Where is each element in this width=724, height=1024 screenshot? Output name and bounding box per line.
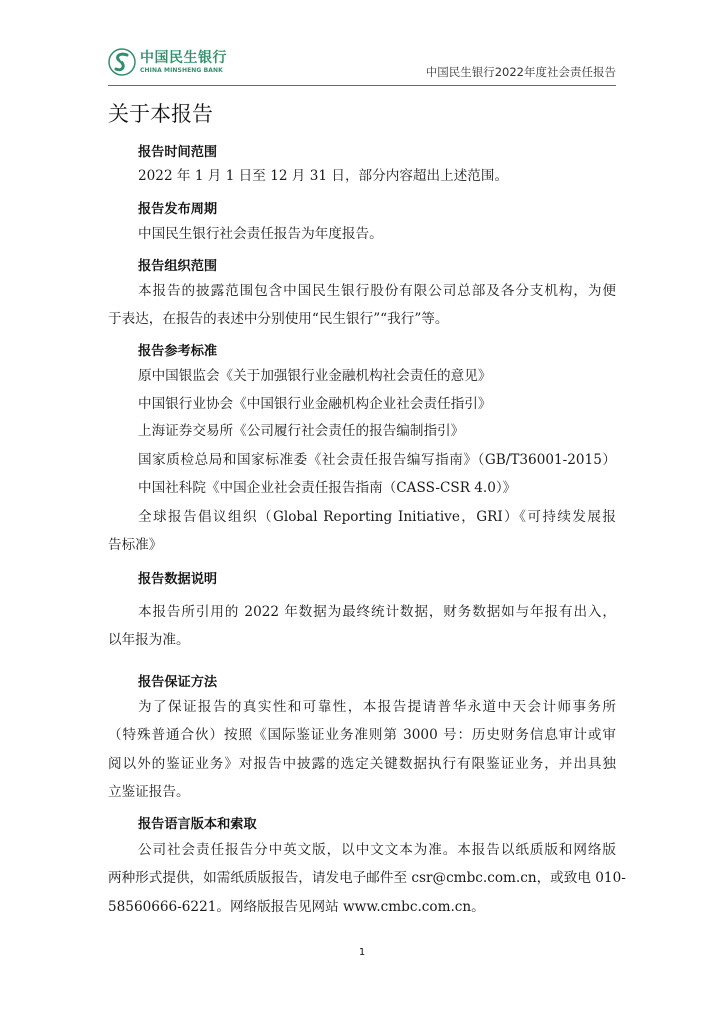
section-heading-data: 报告数据说明 [138,572,218,587]
paragraph-line: 立鉴证报告。 [108,784,190,800]
section-heading-assurance: 报告保证方法 [138,675,218,690]
paragraph-line: 于表达，在报告的表述中分别使用“民生银行”“我行”等。 [108,311,449,327]
standard-item: 国家质检总局和国家标准委《社会责任报告编写指南》（GB/T36001-2015） [138,452,616,468]
paragraph-line: 阅以外的鉴证业务》对报告中披露的选定关键数据执行有限鉴证业务，并出具独 [108,756,616,772]
paragraph-line: 为了保证报告的真实性和可靠性，本报告提请普华永道中天会计师事务所 [138,699,616,715]
header-divider [108,85,616,86]
page-title: 关于本报告 [108,102,213,126]
section-heading-language: 报告语言版本和索取 [138,817,257,832]
standard-item: 上海证券交易所《公司履行社会责任的报告编制指引》 [138,423,465,439]
section-heading-scope: 报告组织范围 [138,259,218,274]
standard-item: 原中国银监会《关于加强银行业金融机构社会责任的意见》 [138,368,492,384]
paragraph-line: 2022 年 1 月 1 日至 12 月 31 日，部分内容超出上述范围。 [138,168,509,184]
header-report-title: 中国民生银行2022年度社会责任报告 [425,65,616,79]
section-heading-cycle: 报告发布周期 [138,202,218,217]
paragraph-line: 58560666-6221。网络版报告见网站 www.cmbc.com.cn。 [108,899,485,915]
page-header [108,46,616,86]
minsheng-logo-icon [108,48,136,76]
bank-logo [108,48,227,76]
paragraph-line: 以年报为准。 [108,632,190,648]
logo-chinese-name: 中国民生银行 [140,49,227,66]
page-number: 1 [358,947,366,958]
standard-item: 中国银行业协会《中国银行业金融机构企业社会责任指引》 [138,396,492,412]
standard-item: 全球报告倡议组织（Global Reporting Initiative，GRI）《可持续发展报 [138,509,616,525]
logo-english-name: CHINA MINSHENG BANK [140,66,223,74]
standard-item: 告标准》 [108,537,163,553]
standard-item: 中国社科院《中国企业社会责任报告指南（CASS-CSR 4.0）》 [138,480,517,496]
section-heading-time-range: 报告时间范围 [138,145,218,160]
section-heading-standards: 报告参考标准 [138,344,218,359]
paragraph-line: 本报告所引用的 2022 年数据为最终统计数据，财务数据如与年报有出入， [138,604,616,620]
paragraph-line: 公司社会责任报告分中英文版，以中文文本为准。本报告以纸质版和网络版 [138,842,616,858]
paragraph-line: （特殊普通合伙）按照《国际鉴证业务准则第 3000 号：历史财务信息审计或审 [108,727,616,743]
paragraph-line: 两种形式提供，如需纸质版报告，请发电子邮件至 csr@cmbc.com.cn，或致电 010- [108,870,626,886]
paragraph-line: 本报告的披露范围包含中国民生银行股份有限公司总部及各分支机构，为便 [138,283,616,299]
paragraph-line: 中国民生银行社会责任报告为年度报告。 [138,226,383,242]
